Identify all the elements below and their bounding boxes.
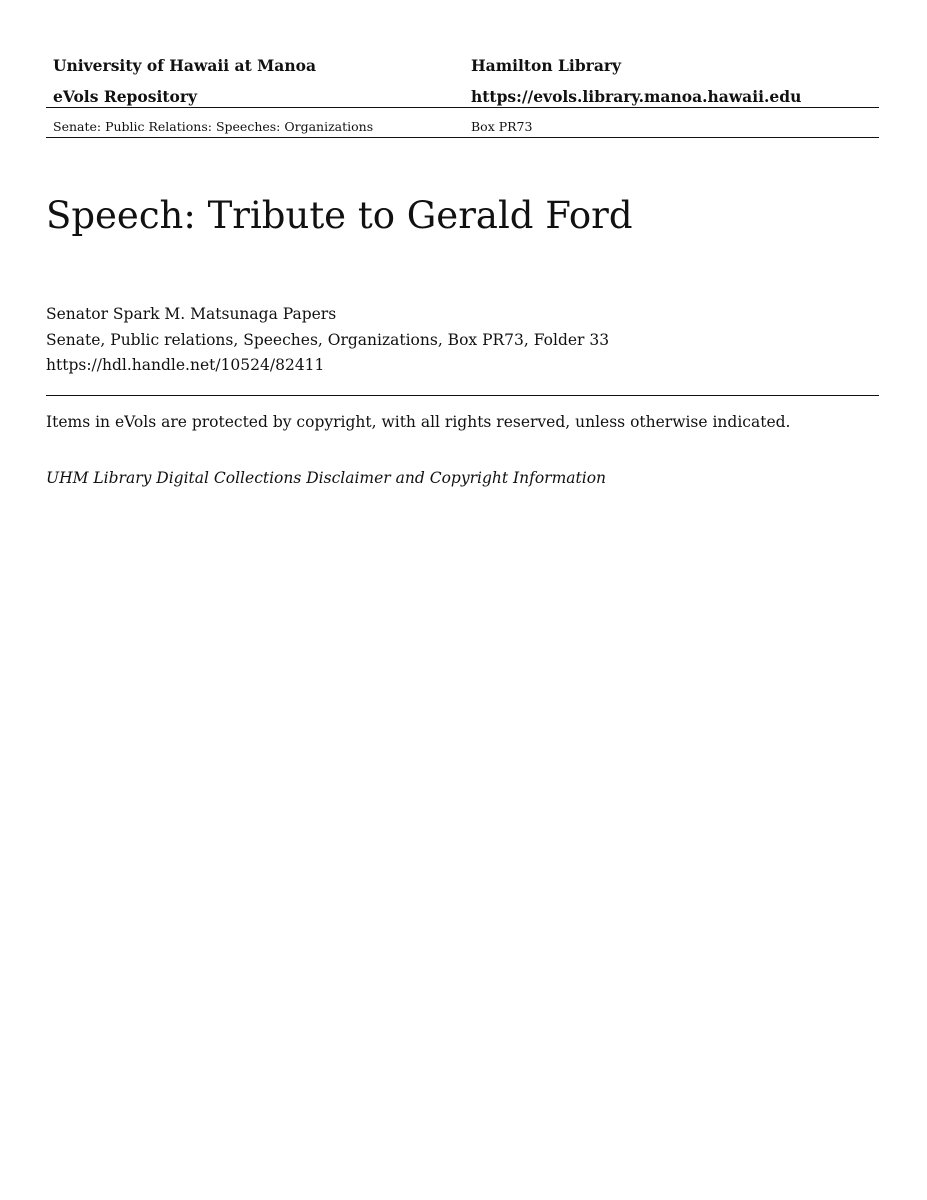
folder-location: Senate, Public relations, Speeches, Organizations, Box PR73, Folder 33 (46, 330, 610, 349)
collection-path: Senate: Public Relations: Speeches: Organizations (53, 119, 374, 134)
header-divider-bottom (46, 137, 879, 138)
collection-name: Senator Spark M. Matsunaga Papers (46, 305, 337, 323)
body-divider (46, 395, 879, 396)
header-row-2 (46, 84, 879, 115)
document-title: Speech: Tribute to Gerald Ford (46, 194, 633, 237)
box-label: Box PR73 (471, 119, 533, 134)
header-subrow (46, 115, 879, 139)
document-header (46, 53, 879, 134)
repository-name: eVols Repository (53, 87, 198, 106)
handle-link[interactable]: https://hdl.handle.net/10524/82411 (46, 356, 325, 374)
disclaimer-link[interactable]: UHM Library Digital Collections Disclaimer and Copyright Information (46, 469, 607, 487)
library-name: Hamilton Library (471, 56, 622, 75)
institution-name: University of Hawaii at Manoa (53, 56, 316, 75)
document-metadata (46, 302, 609, 379)
repository-url[interactable]: https://evols.library.manoa.hawaii.edu (471, 87, 802, 106)
header-row-1 (46, 53, 879, 84)
header-divider-top (46, 107, 879, 108)
copyright-notice: Items in eVols are protected by copyright, with all rights reserved, unless otherwise indicated. (46, 413, 791, 431)
